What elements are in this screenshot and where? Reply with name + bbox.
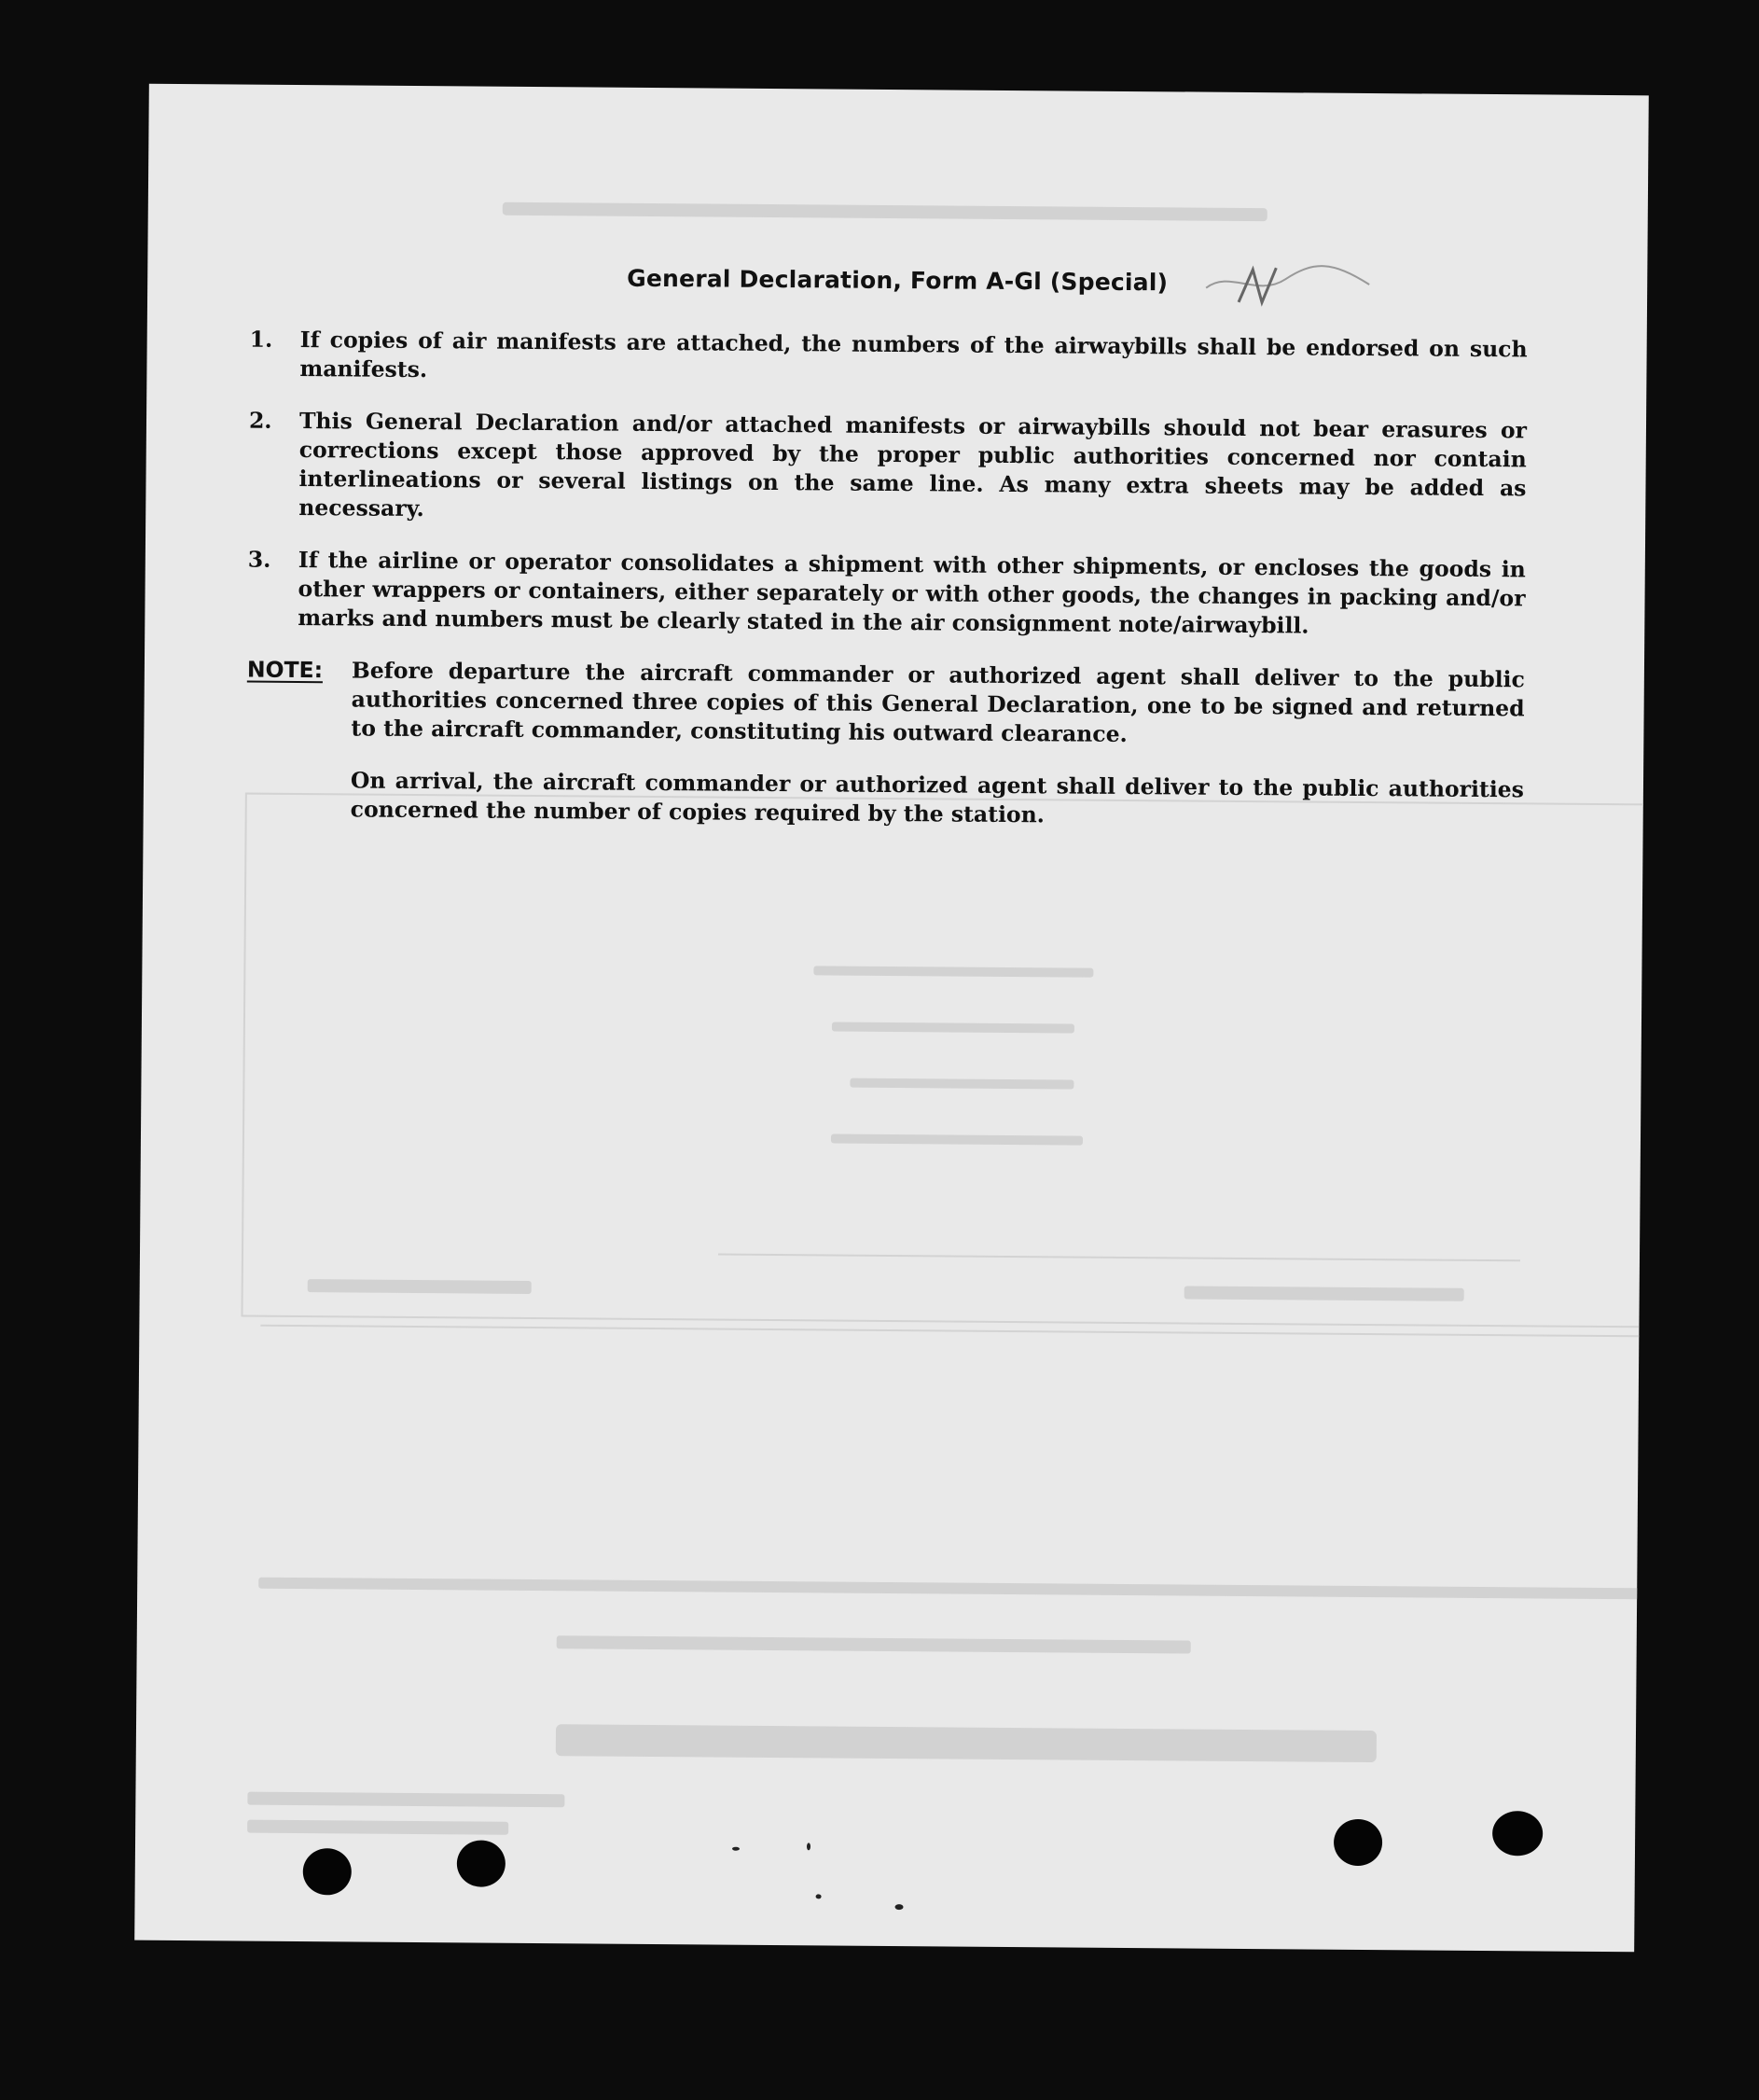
item-text: If the airline or operator consolidates a shipment with other shipments, or encloses the goods in other wrappers or containers, either separately or with other goods, the changes in packing and/or marks and numbers must be clearly stated in the air consignment note/airwaybill.: [298, 546, 1526, 639]
item-number: 1.: [249, 326, 273, 353]
bleed-text-bar: [247, 1820, 508, 1835]
bleed-text-bar: [557, 1635, 1191, 1653]
bleed-through-marks: [149, 84, 1649, 96]
bleed-line: [718, 1255, 1520, 1261]
item-text: If copies of air manifests are attached, the numbers of the airwaybills shall be endorsed on such manifests.: [299, 326, 1528, 383]
bleed-text-bar: [556, 1724, 1377, 1762]
handwritten-mark: [1201, 251, 1389, 327]
bleed-box: [242, 794, 1648, 1328]
instructions-section: [246, 326, 1528, 834]
punch-hole: [457, 1840, 506, 1886]
arrival-note-text: On arrival, the aircraft commander or authorized agent shall deliver to the public authorities concerned the number of copies required by the station.: [350, 767, 1525, 828]
bleed-text-bar: [308, 1279, 532, 1294]
instruction-item-1: [249, 326, 1527, 394]
bleed-line: [260, 1326, 1648, 1337]
bleed-text-bar: [832, 1022, 1074, 1033]
punch-hole: [1334, 1819, 1382, 1866]
item-number: 3.: [247, 546, 271, 573]
document-title: General Declaration, Form A-Gl (Special): [627, 264, 1169, 297]
instruction-item-2: [248, 407, 1527, 533]
instruction-item-3: [247, 546, 1526, 643]
speck: [807, 1843, 810, 1850]
item-number: 2.: [248, 407, 272, 434]
bleed-text-bar: [813, 966, 1093, 977]
bleed-text-bar: [831, 1133, 1083, 1145]
punch-hole: [1492, 1811, 1543, 1856]
speck: [816, 1894, 822, 1898]
bleed-text-bar: [850, 1078, 1073, 1090]
bleed-text-bar: [503, 202, 1267, 221]
bleed-text-bar: [247, 1792, 564, 1808]
punch-hole: [303, 1848, 352, 1895]
bleed-text-bar: [1184, 1286, 1464, 1300]
document-page: [134, 84, 1649, 1953]
note-label: NOTE:: [246, 656, 324, 684]
speck: [732, 1847, 740, 1851]
item-text: This General Declaration and/or attached manifests or airwaybills should not bear erasures or corrections except those approved by the proper public authorities concerned nor contain interlineations or several listings on the same line. As many extra sheets may be added as necessary.: [298, 407, 1528, 522]
bleed-text-bar: [258, 1578, 1649, 1600]
note-text: Before departure the aircraft commander or authorized agent shall deliver to the public authorities concerned three copies of this General Declaration, one to be signed and returned to the aircraft commander, constituting his outward clearance.: [351, 657, 1525, 747]
speck: [894, 1904, 903, 1910]
note-block: [246, 656, 1525, 753]
